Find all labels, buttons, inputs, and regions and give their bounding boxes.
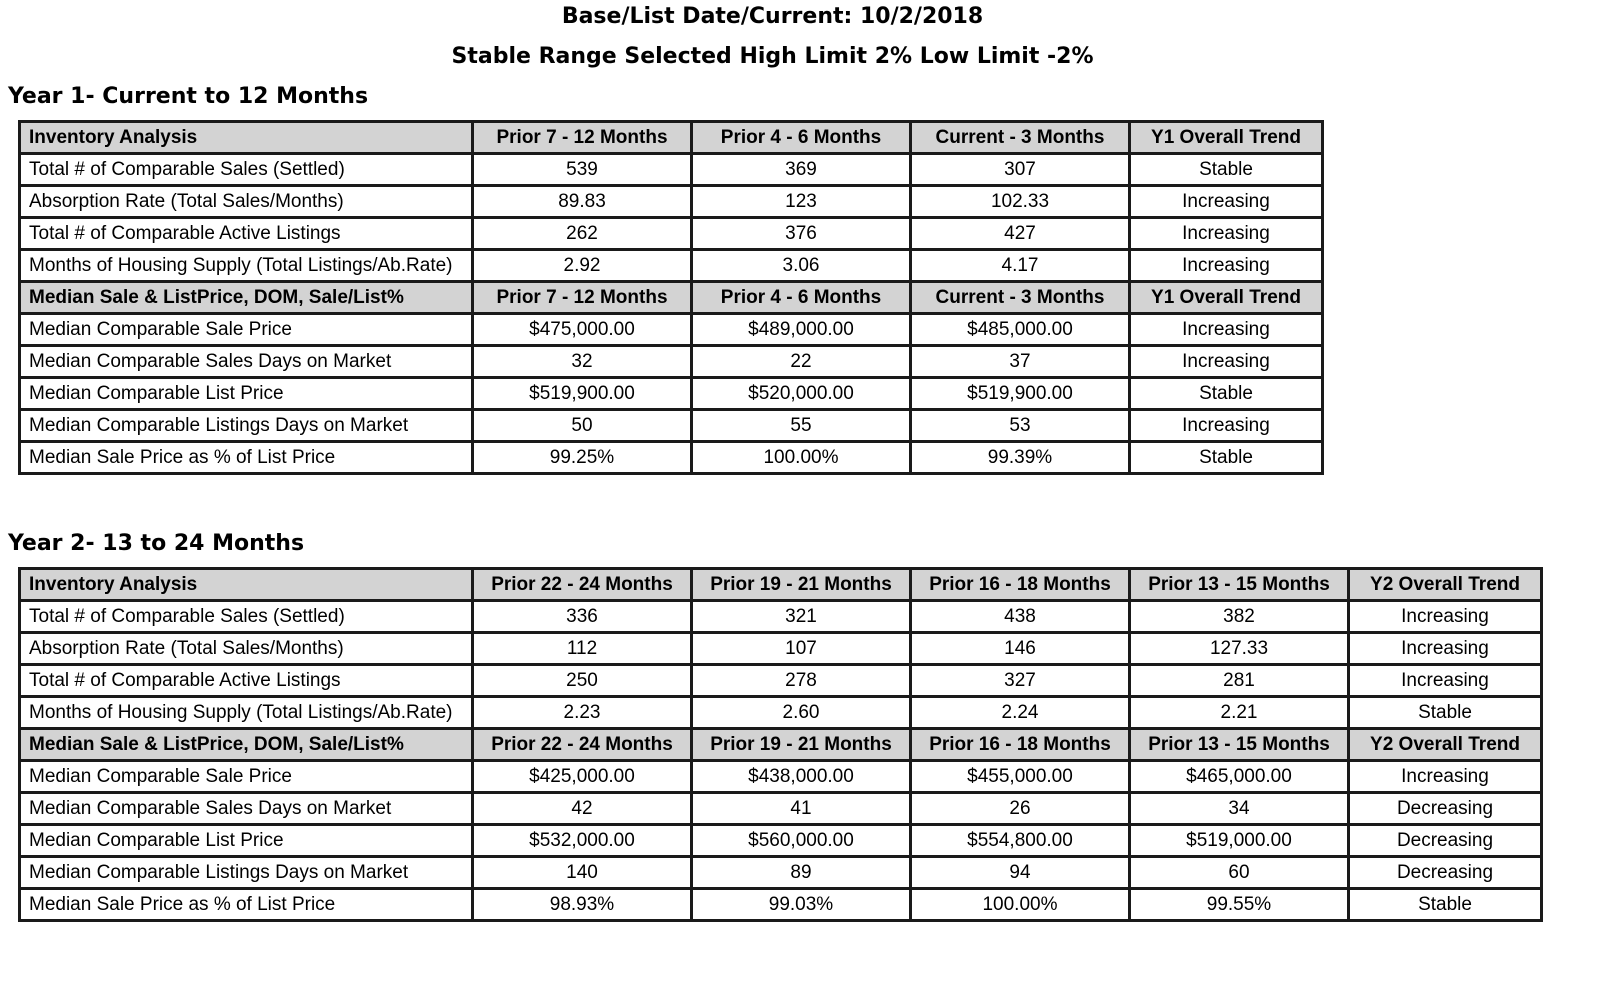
value-cell: 369 [692, 154, 911, 186]
column-header: Prior 4 - 6 Months [692, 122, 911, 154]
value-cell: $554,800.00 [911, 825, 1130, 857]
value-cell: 22 [692, 346, 911, 378]
value-cell: 2.92 [473, 250, 692, 282]
value-cell: $560,000.00 [692, 825, 911, 857]
value-cell: 107 [692, 633, 911, 665]
value-cell: 539 [473, 154, 692, 186]
value-cell: 281 [1130, 665, 1349, 697]
trend-cell: Increasing [1130, 410, 1323, 442]
value-cell: 123 [692, 186, 911, 218]
trend-cell: Increasing [1349, 665, 1542, 697]
table-row [20, 410, 1323, 442]
row-label: Months of Housing Supply (Total Listings/Ab.Rate) [20, 697, 473, 729]
value-cell: 102.33 [911, 186, 1130, 218]
column-header: Prior 13 - 15 Months [1130, 729, 1349, 761]
row-label: Absorption Rate (Total Sales/Months) [20, 186, 473, 218]
value-cell: $519,900.00 [473, 378, 692, 410]
table-row [20, 186, 1323, 218]
value-cell: 427 [911, 218, 1130, 250]
trend-cell: Stable [1130, 442, 1323, 474]
column-header: Current - 3 Months [911, 122, 1130, 154]
row-label: Total # of Comparable Sales (Settled) [20, 601, 473, 633]
value-cell: $519,000.00 [1130, 825, 1349, 857]
table-row [20, 665, 1542, 697]
value-cell: 50 [473, 410, 692, 442]
value-cell: 4.17 [911, 250, 1130, 282]
trend-cell: Increasing [1130, 346, 1323, 378]
value-cell: 100.00% [911, 889, 1130, 921]
year1-table [18, 120, 1324, 475]
trend-cell: Increasing [1130, 250, 1323, 282]
value-cell: 278 [692, 665, 911, 697]
value-cell: 321 [692, 601, 911, 633]
row-label: Total # of Comparable Active Listings [20, 218, 473, 250]
value-cell: 2.24 [911, 697, 1130, 729]
trend-cell: Decreasing [1349, 793, 1542, 825]
value-cell: 99.03% [692, 889, 911, 921]
table-header-row [20, 729, 1542, 761]
value-cell: 146 [911, 633, 1130, 665]
table-row [20, 154, 1323, 186]
row-label: Median Sale Price as % of List Price [20, 889, 473, 921]
trend-cell: Increasing [1130, 314, 1323, 346]
column-header: Y1 Overall Trend [1130, 122, 1323, 154]
table-row [20, 697, 1542, 729]
row-label: Median Comparable List Price [20, 825, 473, 857]
table-header-row [20, 569, 1542, 601]
year2-section-title: Year 2- 13 to 24 Months [8, 531, 305, 556]
row-label: Median Sale Price as % of List Price [20, 442, 473, 474]
value-cell: 376 [692, 218, 911, 250]
value-cell: 42 [473, 793, 692, 825]
value-cell: $425,000.00 [473, 761, 692, 793]
value-cell: 26 [911, 793, 1130, 825]
value-cell: 100.00% [692, 442, 911, 474]
value-cell: 32 [473, 346, 692, 378]
column-header: Prior 4 - 6 Months [692, 282, 911, 314]
value-cell: 438 [911, 601, 1130, 633]
row-label: Median Comparable Sale Price [20, 761, 473, 793]
row-label: Total # of Comparable Active Listings [20, 665, 473, 697]
value-cell: $519,900.00 [911, 378, 1130, 410]
table-row [20, 633, 1542, 665]
value-cell: $489,000.00 [692, 314, 911, 346]
trend-cell: Increasing [1130, 218, 1323, 250]
column-header: Current - 3 Months [911, 282, 1130, 314]
value-cell: 2.23 [473, 697, 692, 729]
column-header: Prior 16 - 18 Months [911, 729, 1130, 761]
trend-cell: Stable [1349, 697, 1542, 729]
table-row [20, 378, 1323, 410]
row-label: Median Comparable Sale Price [20, 314, 473, 346]
table-row [20, 793, 1542, 825]
value-cell: 307 [911, 154, 1130, 186]
value-cell: 2.60 [692, 697, 911, 729]
value-cell: 34 [1130, 793, 1349, 825]
trend-cell: Stable [1130, 378, 1323, 410]
page-title: Base/List Date/Current: 10/2/2018 [561, 4, 984, 29]
value-cell: 98.93% [473, 889, 692, 921]
row-label: Median Comparable Listings Days on Market [20, 857, 473, 889]
row-label: Total # of Comparable Sales (Settled) [20, 154, 473, 186]
inventory-group-header: Inventory Analysis [20, 122, 473, 154]
value-cell: 89.83 [473, 186, 692, 218]
column-header: Prior 22 - 24 Months [473, 569, 692, 601]
column-header: Y2 Overall Trend [1349, 569, 1542, 601]
value-cell: 60 [1130, 857, 1349, 889]
table-header-row [20, 122, 1323, 154]
column-header: Prior 7 - 12 Months [473, 122, 692, 154]
row-label: Median Comparable Listings Days on Market [20, 410, 473, 442]
value-cell: 336 [473, 601, 692, 633]
trend-cell: Increasing [1349, 633, 1542, 665]
trend-cell: Increasing [1349, 601, 1542, 633]
table-row [20, 314, 1323, 346]
table-row [20, 218, 1323, 250]
year1-section-title: Year 1- Current to 12 Months [8, 84, 369, 109]
value-cell: 127.33 [1130, 633, 1349, 665]
value-cell: 262 [473, 218, 692, 250]
table-row [20, 761, 1542, 793]
value-cell: 89 [692, 857, 911, 889]
value-cell: 99.25% [473, 442, 692, 474]
value-cell: $465,000.00 [1130, 761, 1349, 793]
column-header: Y1 Overall Trend [1130, 282, 1323, 314]
column-header: Prior 19 - 21 Months [692, 569, 911, 601]
row-label: Median Comparable Sales Days on Market [20, 793, 473, 825]
column-header: Prior 22 - 24 Months [473, 729, 692, 761]
value-cell: $532,000.00 [473, 825, 692, 857]
value-cell: 2.21 [1130, 697, 1349, 729]
inventory-group-header: Inventory Analysis [20, 569, 473, 601]
value-cell: 99.39% [911, 442, 1130, 474]
page-subtitle: Stable Range Selected High Limit 2% Low Limit -2% [451, 44, 1094, 69]
trend-cell: Stable [1130, 154, 1323, 186]
value-cell: $438,000.00 [692, 761, 911, 793]
table-row [20, 250, 1323, 282]
median-group-header: Median Sale & ListPrice, DOM, Sale/List% [20, 729, 473, 761]
trend-cell: Increasing [1349, 761, 1542, 793]
value-cell: 112 [473, 633, 692, 665]
column-header: Prior 7 - 12 Months [473, 282, 692, 314]
table-row [20, 346, 1323, 378]
column-header: Prior 13 - 15 Months [1130, 569, 1349, 601]
row-label: Months of Housing Supply (Total Listings/Ab.Rate) [20, 250, 473, 282]
value-cell: 382 [1130, 601, 1349, 633]
table-row [20, 889, 1542, 921]
trend-cell: Stable [1349, 889, 1542, 921]
value-cell: $455,000.00 [911, 761, 1130, 793]
value-cell: 94 [911, 857, 1130, 889]
trend-cell: Decreasing [1349, 857, 1542, 889]
value-cell: 37 [911, 346, 1130, 378]
table-row [20, 601, 1542, 633]
table-row [20, 825, 1542, 857]
row-label: Median Comparable List Price [20, 378, 473, 410]
trend-cell: Decreasing [1349, 825, 1542, 857]
trend-cell: Increasing [1130, 186, 1323, 218]
value-cell: $475,000.00 [473, 314, 692, 346]
value-cell: 41 [692, 793, 911, 825]
value-cell: 53 [911, 410, 1130, 442]
column-header: Y2 Overall Trend [1349, 729, 1542, 761]
row-label: Median Comparable Sales Days on Market [20, 346, 473, 378]
value-cell: 55 [692, 410, 911, 442]
value-cell: 250 [473, 665, 692, 697]
year2-table [18, 567, 1543, 922]
value-cell: 140 [473, 857, 692, 889]
value-cell: $520,000.00 [692, 378, 911, 410]
column-header: Prior 19 - 21 Months [692, 729, 911, 761]
median-group-header: Median Sale & ListPrice, DOM, Sale/List% [20, 282, 473, 314]
value-cell: 99.55% [1130, 889, 1349, 921]
row-label: Absorption Rate (Total Sales/Months) [20, 633, 473, 665]
table-header-row [20, 282, 1323, 314]
column-header: Prior 16 - 18 Months [911, 569, 1130, 601]
value-cell: 3.06 [692, 250, 911, 282]
table-row [20, 442, 1323, 474]
value-cell: 327 [911, 665, 1130, 697]
table-row [20, 857, 1542, 889]
value-cell: $485,000.00 [911, 314, 1130, 346]
